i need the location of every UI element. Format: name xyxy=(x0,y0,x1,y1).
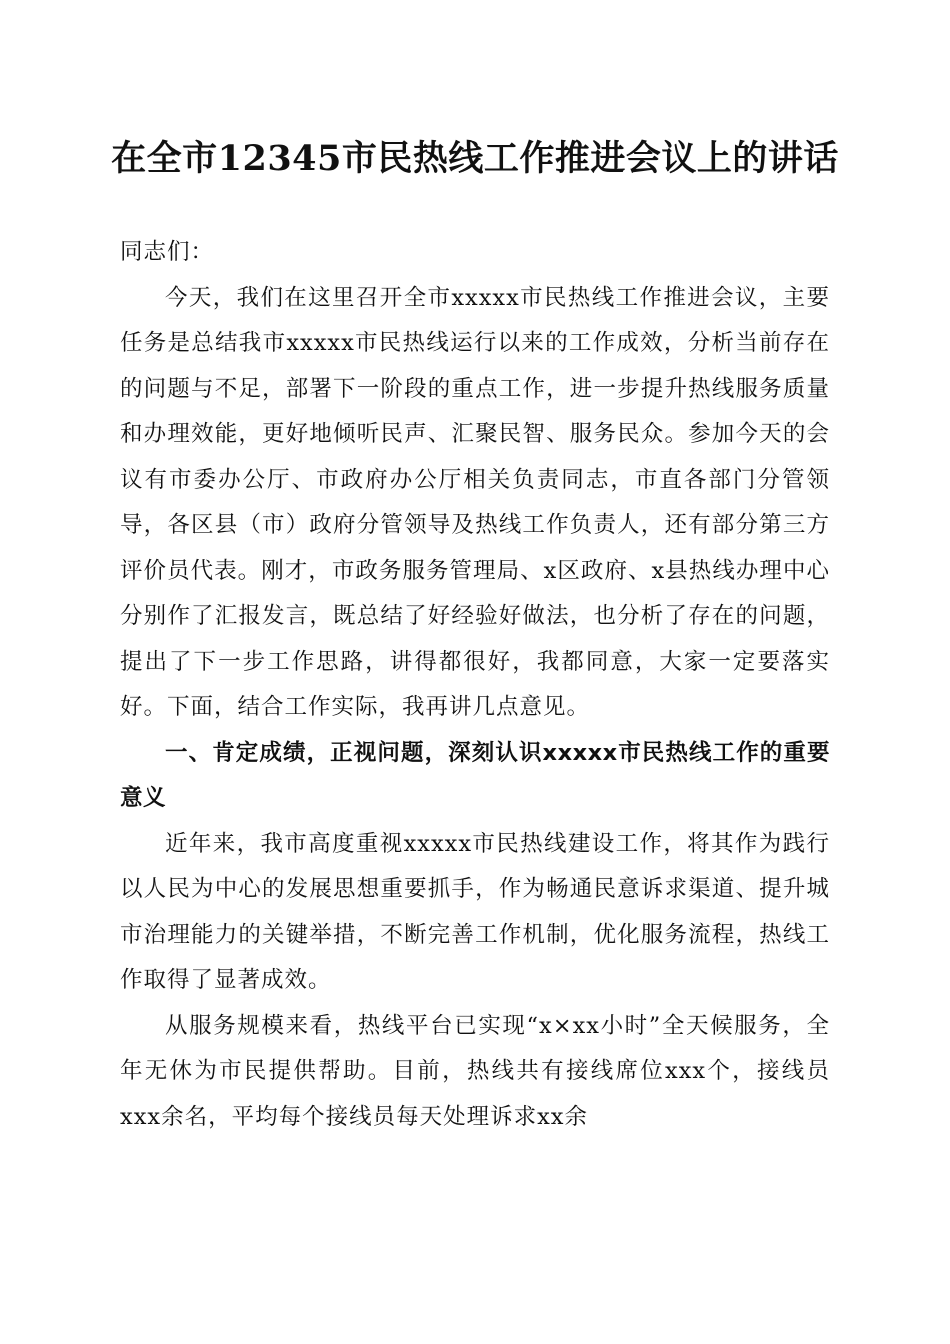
section-paragraph: 从服务规模来看，热线平台已实现“x×xx小时”全天候服务，全年无休为市民提供帮助。目前，热线共有接线席位xxx个，接线员xxx余名，平均每个接线员每天处理诉求xx余 xyxy=(120,1012,830,1130)
document-body xyxy=(120,230,830,1140)
opening-paragraph: 今天，我们在这里召开全市xxxxx市民热线工作推进会议，主要任务是总结我市xxxxx市民热线运行以来的工作成效，分析当前存在的问题与不足，部署下一阶段的重点工作，进一步提升热线服务质量和办理效能，更好地倾听民声、汇聚民智、服务民众。参加今天的会议有市委办公厅、市政府办公厅相关负责同志，市直各部门分管领导，各区县（市）政府分管领导及热线工作负责人，还有部分第三方评价员代表。刚才，市政务服务管理局、x区政府、x县热线办理中心分别作了汇报发言，既总结了好经验好做法，也分析了存在的问题，提出了下一步工作思路，讲得都很好，我都同意，大家一定要落实好。下面，结合工作实际，我再讲几点意见。 xyxy=(120,284,830,720)
section-paragraph: 近年来，我市高度重视xxxxx市民热线建设工作，将其作为践行以人民为中心的发展思想重要抓手，作为畅通民意诉求渠道、提升城市治理能力的关键举措，不断完善工作机制，优化服务流程，热线工作取得了显著成效。 xyxy=(120,830,830,993)
salutation: 同志们： xyxy=(120,239,215,265)
section-heading: 一、肯定成绩，正视问题，深刻认识xxxxx市民热线工作的重要意义 xyxy=(120,739,830,811)
document-title: 在全市12345市民热线工作推进会议上的讲话 xyxy=(111,138,839,179)
